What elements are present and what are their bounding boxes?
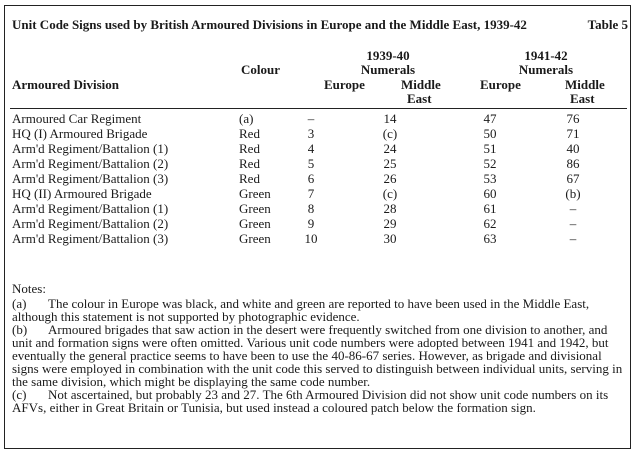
cell-europe-1939: 5 [307, 156, 315, 171]
header-rule [10, 108, 627, 109]
cell-division: Arm'd Regiment/Battalion (1) [12, 141, 169, 156]
table-row [5, 216, 632, 231]
cell-middle-east-1939: 25 [383, 156, 397, 171]
cell-middle-east-1939: 26 [383, 171, 397, 186]
header-middle-2: Middle [565, 77, 605, 92]
table-row [5, 171, 632, 186]
table-row [5, 141, 632, 156]
note-c [12, 388, 624, 414]
cell-europe-1941: 52 [483, 156, 497, 171]
table-number: Table 5 [587, 17, 628, 32]
note-tag: (a) [12, 296, 27, 311]
note-b [12, 323, 624, 388]
cell-europe-1939: – [307, 111, 315, 126]
notes-section [12, 282, 624, 414]
cell-middle-east-1941: – [569, 216, 577, 231]
cell-colour: Green [239, 231, 271, 246]
cell-europe-1939: 6 [307, 171, 315, 186]
table-row [5, 126, 632, 141]
cell-middle-east-1941: – [569, 231, 577, 246]
note-text: Armoured brigades that saw action in the desert were frequently switched from one division to another, and unit and formation signs were often omitted. Various unit code numbers were adopted between 1941 and 1942, but eventually the general practice seems to have been to use the 40-86-67 series. However, as brigade and divisional signs were employed in combination with the unit code this served to distinguish between individual units, serving in the same division, which might be displaying the same code number. [12, 322, 623, 389]
cell-middle-east-1939: 29 [383, 216, 397, 231]
cell-europe-1941: 60 [483, 186, 497, 201]
table-row [5, 186, 632, 201]
cell-middle-east-1939: 30 [383, 231, 397, 246]
header-period-1941-42: 1941-42 [524, 48, 568, 63]
cell-europe-1941: 51 [483, 141, 497, 156]
cell-europe-1939: 4 [307, 141, 315, 156]
header-east-1: East [407, 91, 432, 106]
notes-heading: Notes: [12, 281, 46, 296]
header-armoured-division: Armoured Division [12, 77, 120, 92]
cell-europe-1939: 10 [304, 231, 318, 246]
note-text: The colour in Europe was black, and white and green are reported to have been used in the Middle East, although this statement is not supported by photographic evidence. [12, 296, 590, 324]
cell-europe-1941: 47 [483, 111, 497, 126]
table-frame [4, 5, 631, 449]
cell-division: Arm'd Regiment/Battalion (3) [12, 171, 169, 186]
cell-division: Arm'd Regiment/Battalion (1) [12, 201, 169, 216]
header-europe-2: Europe [480, 77, 521, 92]
cell-europe-1939: 8 [307, 201, 315, 216]
cell-middle-east-1939: 24 [383, 141, 397, 156]
cell-middle-east-1939: (c) [382, 126, 398, 141]
cell-europe-1941: 61 [483, 201, 497, 216]
header-east-2: East [570, 91, 595, 106]
cell-middle-east-1941: 76 [566, 111, 580, 126]
note-text: Not ascertained, but probably 23 and 27. The 6th Armoured Division did not show unit code numbers on its AFVs, either in Great Britain or Tunisia, but used instead a coloured patch below the formation sign. [12, 387, 609, 415]
cell-europe-1941: 62 [483, 216, 497, 231]
cell-middle-east-1941: 67 [566, 171, 580, 186]
header-europe-1: Europe [324, 77, 365, 92]
cell-division: HQ (II) Armoured Brigade [12, 186, 152, 201]
cell-middle-east-1941: (b) [565, 186, 581, 201]
table-row [5, 231, 632, 246]
cell-colour: (a) [239, 111, 254, 126]
cell-middle-east-1941: 40 [566, 141, 580, 156]
cell-europe-1941: 63 [483, 231, 497, 246]
table-row [5, 201, 632, 216]
cell-colour: Red [239, 171, 260, 186]
cell-division: Arm'd Regiment/Battalion (2) [12, 156, 169, 171]
cell-division: HQ (I) Armoured Brigade [12, 126, 148, 141]
cell-europe-1939: 9 [307, 216, 315, 231]
header-colour: Colour [241, 62, 280, 77]
note-tag: (c) [12, 387, 27, 402]
cell-europe-1939: 3 [307, 126, 315, 141]
cell-colour: Green [239, 186, 271, 201]
cell-colour: Green [239, 216, 271, 231]
cell-middle-east-1941: – [569, 201, 577, 216]
cell-division: Arm'd Regiment/Battalion (3) [12, 231, 169, 246]
table-row [5, 156, 632, 171]
note-a [12, 297, 624, 323]
cell-colour: Red [239, 126, 260, 141]
cell-middle-east-1939: (c) [382, 186, 398, 201]
cell-colour: Red [239, 156, 260, 171]
header-middle-1: Middle [401, 77, 441, 92]
cell-europe-1941: 53 [483, 171, 497, 186]
cell-europe-1939: 7 [307, 186, 315, 201]
header-period-1939-40: 1939-40 [366, 48, 410, 63]
cell-middle-east-1941: 86 [566, 156, 580, 171]
cell-middle-east-1939: 28 [383, 201, 397, 216]
cell-division: Arm'd Regiment/Battalion (2) [12, 216, 169, 231]
cell-middle-east-1939: 14 [383, 111, 397, 126]
header-numerals-2: Numerals [518, 62, 574, 77]
table-row [5, 111, 632, 126]
note-tag: (b) [12, 322, 28, 337]
cell-colour: Red [239, 141, 260, 156]
header-numerals-1: Numerals [360, 62, 416, 77]
cell-middle-east-1941: 71 [566, 126, 580, 141]
cell-division: Armoured Car Regiment [12, 111, 142, 126]
table-title: Unit Code Signs used by British Armoured Divisions in Europe and the Middle East, 1939-42 [12, 17, 527, 32]
cell-europe-1941: 50 [483, 126, 497, 141]
cell-colour: Green [239, 201, 271, 216]
